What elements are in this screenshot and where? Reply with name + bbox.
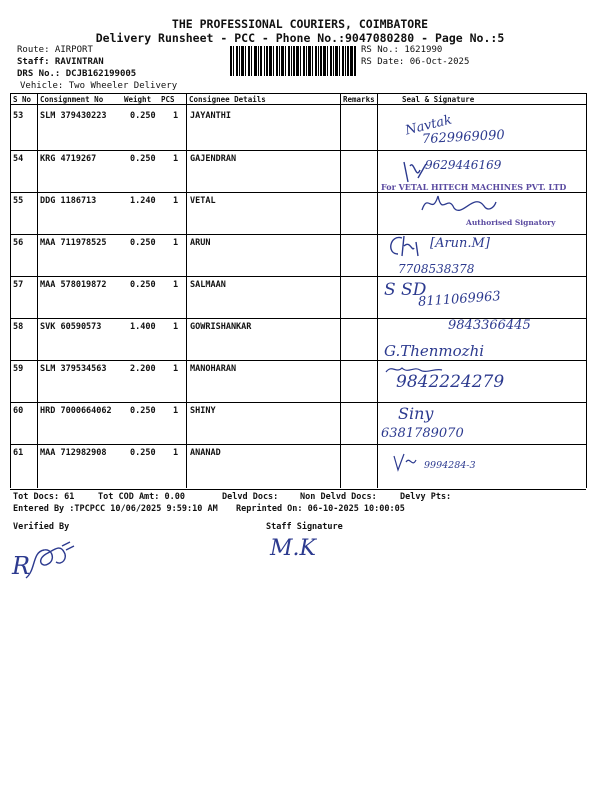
row-pcs: 1 [173,406,179,416]
row-pcs: 1 [173,322,179,332]
table-row [10,232,586,274]
row-pcs: 1 [173,280,179,290]
row-consignee: SHINY [190,406,216,416]
row-consignment-no: MAA 711978525 [40,238,107,248]
col-header-sno: S No [13,95,32,104]
row-pcs: 1 [173,111,179,121]
row-consignee: VETAL [190,196,216,206]
row-sno: 61 [13,448,24,458]
row-pcs: 1 [173,154,179,164]
row-sno: 59 [13,364,24,374]
handwritten-phone: 9994284-3 [424,460,476,471]
row-weight: 0.250 [130,238,156,248]
handwritten-phone: 9842224279 [396,372,505,392]
delivery-points: Delvy Pts: [400,492,452,502]
row-consignee: MANOHARAN [190,364,237,374]
row-weight: 0.250 [130,280,156,290]
total-cod-amount: Tot COD Amt: 0.00 [98,492,185,502]
row-sno: 56 [13,238,24,248]
col-header-consignment: Consignment No [40,95,104,104]
table-border-right [586,93,587,488]
table-row [10,400,586,442]
handwritten-name: Siny [398,404,434,423]
handwritten-phone: 8111069963 [417,289,502,310]
row-consignment-no: SLM 379534563 [40,364,107,374]
col-header-remarks: Remarks [343,95,375,104]
col-header-consignee: Consignee Details [189,95,266,104]
verified-signature-flourish [22,540,82,582]
company-title: THE PROFESSIONAL COURIERS, COIMBATORE [171,17,429,31]
handwritten-phone: 9843366445 [448,318,531,333]
authorised-signatory-stamp: Authorised Signatory [466,218,556,227]
route-label: Route: AIRPORT [17,45,93,55]
handwritten-initials [384,232,424,260]
row-consignment-no: HRD 7000664062 [40,406,112,416]
row-sno: 54 [13,154,24,164]
entered-by: Entered By :TPCPCC 10/06/2025 9:59:10 AM [13,504,218,514]
row-weight: 1.240 [130,196,156,206]
handwritten-phone: 6381789070 [381,426,464,441]
row-consignee: GAJENDRAN [190,154,237,164]
row-weight: 0.250 [130,154,156,164]
row-weight: 0.250 [130,448,156,458]
row-consignee: JAYANTHI [190,111,231,121]
handwritten-initials [392,452,418,472]
handwritten-name: G.Thenmozhi [384,342,485,360]
rs-date: RS Date: 06-Oct-2025 [361,57,470,67]
staff-signature-label: Staff Signature [266,522,343,532]
row-weight: 0.250 [130,406,156,416]
row-consignment-no: MAA 712982908 [40,448,107,458]
row-sno: 57 [13,280,24,290]
row-consignment-no: KRG 4719267 [40,154,97,164]
row-sno: 53 [13,111,24,121]
handwritten-name: [Arun.M] [430,236,490,251]
company-stamp: For VETAL HITECH MACHINES PVT. LTD [381,182,567,192]
total-docs: Tot Docs: 61 [13,492,75,502]
reprinted-on: Reprinted On: 06-10-2025 10:00:05 [236,504,405,514]
runsheet-subtitle: Delivery Runsheet - PCC - Phone No.:9047080280 - Page No.:5 [95,31,505,45]
table-row [10,442,586,484]
row-pcs: 1 [173,448,179,458]
handwritten-signature: Navtak [403,112,454,139]
rs-number: RS No.: 1621990 [361,45,443,55]
row-consignment-no: DDG 1186713 [40,196,97,206]
handwritten-phone: 7629969090 [421,127,506,148]
staff-signature: M.K [270,536,316,561]
col-header-seal-signature: Seal & Signature [402,95,475,104]
handwritten-phone: 7708538378 [398,262,475,276]
row-consignee: GOWRISHANKAR [190,322,252,332]
row-consignee: ANANAD [190,448,221,458]
row-consignment-no: SVK 60590573 [40,322,102,332]
row-pcs: 1 [173,196,179,206]
barcode [230,46,356,76]
staff-label: Staff: RAVINTRAN [17,57,104,67]
col-header-pcs: PCS [161,95,175,104]
verified-by-label: Verified By [13,522,70,532]
drs-label: DRS No.: DCJB162199005 [17,69,137,79]
row-sno: 58 [13,322,24,332]
row-pcs: 1 [173,364,179,374]
delivered-docs: Delvd Docs: [222,492,279,502]
non-delivered-docs: Non Delvd Docs: [300,492,377,502]
row-weight: 0.250 [130,111,156,121]
row-consignee: ARUN [190,238,211,248]
handwritten-signature [418,188,498,218]
vehicle-label: Vehicle: Two Wheeler Delivery [20,81,178,91]
col-header-weight: Weight [124,95,152,104]
handwritten-signature: S SD [384,280,427,300]
row-consignment-no: MAA 578019872 [40,280,107,290]
row-weight: 2.200 [130,364,156,374]
row-pcs: 1 [173,238,179,248]
handwritten-phone: 9629446169 [425,158,502,172]
row-sno: 60 [13,406,24,416]
row-sno: 55 [13,196,24,206]
row-consignment-no: SLM 379430223 [40,111,107,121]
verified-signature: R [12,552,31,580]
row-consignee: SALMAAN [190,280,226,290]
row-weight: 1.400 [130,322,156,332]
